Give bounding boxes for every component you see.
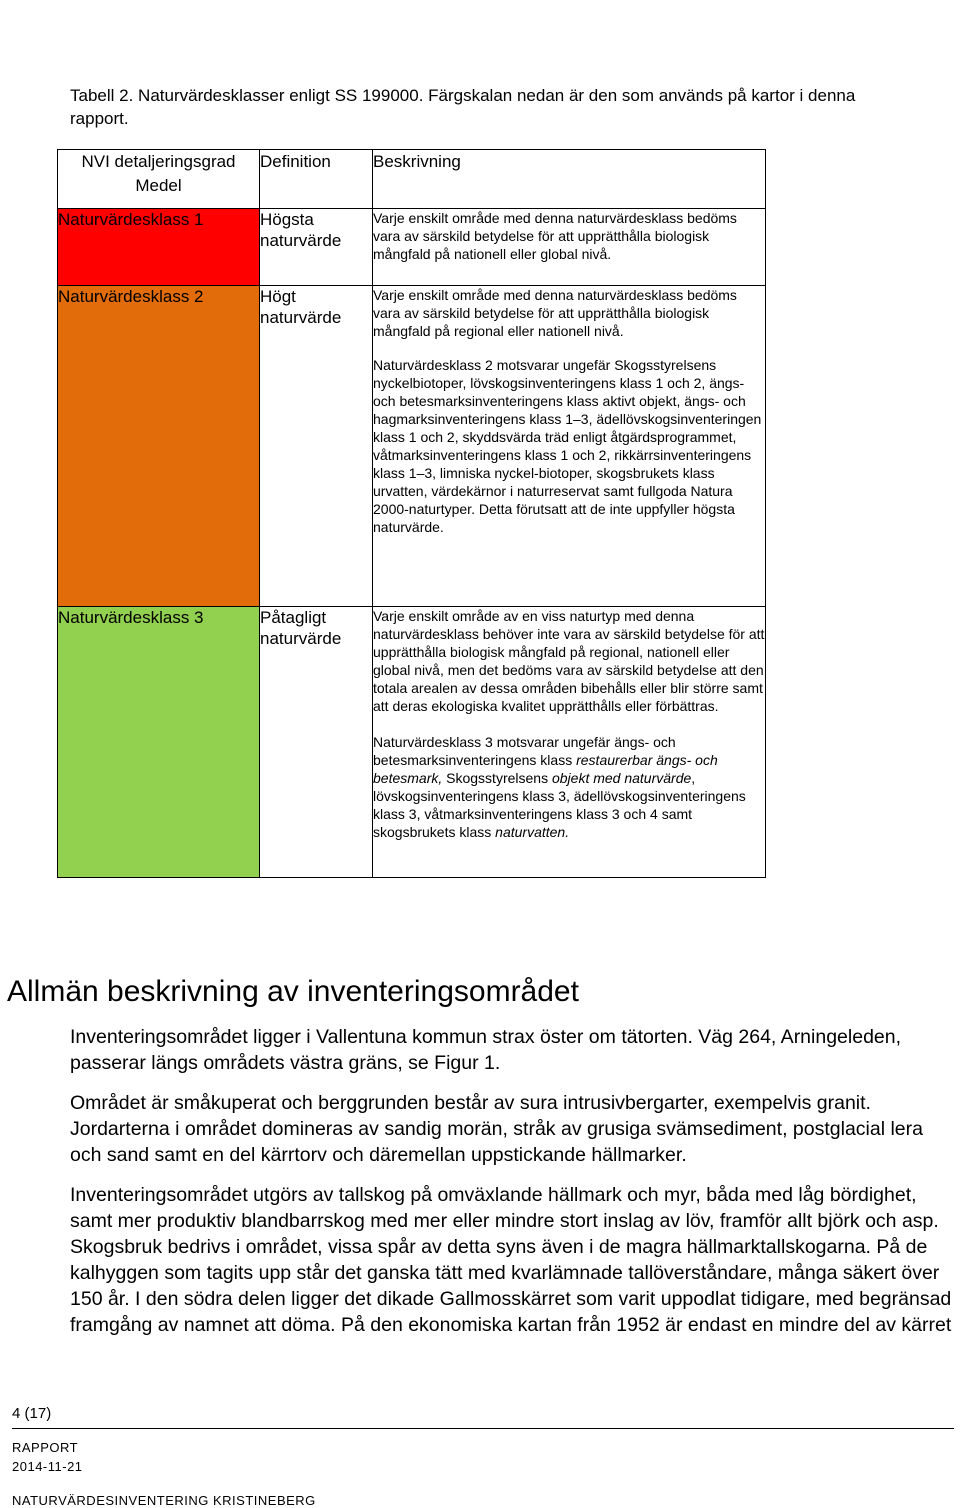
- description-cell: [373, 209, 766, 286]
- project-title: NATURVÄRDESINVENTERING KRISTINEBERG: [12, 1493, 316, 1508]
- table-row: [58, 209, 766, 286]
- body-paragraph: Inventeringsområdet ligger i Vallentuna kommun strax öster om tätorten. Väg 264, Arningeleden, passerar längs områdets västra gräns, se Figur 1.: [70, 1026, 902, 1074]
- page-number: 4 (17): [12, 1405, 52, 1422]
- body-paragraph: Området är småkuperat och berggrunden består av sura intrusivbergarter, exempelvis granit. Jordarterna i området domineras av sandig morän, stråk av grusiga svämsediment, postglacial lera och sand samt en del kärrtorv och däremellan uppstickande hällmarker.: [70, 1092, 923, 1166]
- definition-cell: Högt naturvärde: [260, 286, 373, 607]
- class-2-cell: Naturvärdesklass 2: [58, 286, 260, 607]
- class-1-cell: Naturvärdesklass 1: [58, 209, 260, 286]
- header-detail-level: NVI detaljeringsgrad Medel: [58, 150, 260, 209]
- section-heading: Allmän beskrivning av inventeringsområdet: [7, 975, 579, 1008]
- section-body: [70, 1024, 956, 1352]
- table-caption: Tabell 2. Naturvärdesklasser enligt SS 199000. Färgskalan nedan är den som används på kartor i denna rapport.: [70, 86, 856, 128]
- definition-cell: Påtagligt naturvärde: [260, 607, 373, 878]
- description-paragraph: Varje enskilt område med denna naturvärdesklass bedöms vara av särskild betydelse för att upprätthålla biologisk mångfald på regional eller nationell nivå.: [373, 287, 737, 339]
- definition-cell: Högsta naturvärde: [260, 209, 373, 286]
- description-cell: [373, 286, 766, 607]
- report-label: RAPPORT: [12, 1440, 79, 1455]
- table-row: [58, 607, 766, 878]
- description-paragraph: Naturvärdesklass 2 motsvarar ungefär Skogsstyrelsens nyckelbiotoper, lövskogsinventeringens klass 1 och 2, ängs- och betesmarksinventeringens klass aktivt objekt, ängs- och hagmarksinventeringens klass 1–3, ädellövskogsinventeringen klass 1 och 2, skyddsvärda träd enligt åtgärdsprogrammet, våtmarksinventeringens klass 1 och 2, rikkärrsinventeringens klass 1–3, limniska nyckel-biotoper, skogsbrukets klass urvatten, värdekärnor i naturreservat samt fullgoda Natura 2000-naturtyper. Detta förutsatt att de inte uppfyller högsta naturvärde.: [373, 357, 762, 535]
- footer-divider: [12, 1428, 954, 1429]
- class-3-cell: Naturvärdesklass 3: [58, 607, 260, 878]
- description-paragraph: Varje enskilt område av en viss naturtyp med denna naturvärdesklass behöver inte vara av särskild betydelse för att upprätthålla biologisk mångfald på regional, nationell eller global nivå, men det bedöms vara av särskild betydelse att den totala arealen av dessa områden bibehålls eller blir större samt att deras ekologiska kvalitet upprätthålls eller förbättras.: [373, 608, 765, 714]
- body-paragraph: Inventeringsområdet utgörs av tallskog på omväxlande hällmark och myr, båda med låg bördighet, samt mer produktiv blandbarrskog med mer eller mindre stort inslag av löv, framför allt björk och asp. Skogsbruk bedrivs i området, vissa spår av detta syns även i de magra hällmarktallskogarna. På de kalhyggen som tagits upp står det ganska tätt med kvarlämnade tallöverståndare, många säkert över 150 år. I den södra delen ligger det dikade Gallmosskärret som varit uppodlat tidigare, med begränsad framgång av namnet att döma. På den ekonomiska kartan från 1952 är endast en mindre del av kärret: [70, 1184, 952, 1336]
- description-paragraph: Naturvärdesklass 3 motsvarar ungefär ängs- och betesmarksinventeringens klass restaurerbar ängs- och betesmark, Skogsstyrelsens objekt med naturvärde, lövskogsinventeringens klass 3, ädellövskogsinventeringens klass 3, våtmarksinventeringens klass 3 och 4 samt skogsbrukets klass naturvatten.: [373, 734, 746, 840]
- description-paragraph: Varje enskilt område med denna naturvärdesklass bedöms vara av särskild betydelse för att upprätthålla biologisk mångfald på nationell eller global nivå.: [373, 210, 737, 262]
- table-row: [58, 286, 766, 607]
- header-description: Beskrivning: [373, 150, 766, 209]
- nature-value-table: [57, 149, 766, 878]
- table-header-row: [58, 150, 766, 209]
- report-date: 2014-11-21: [12, 1459, 83, 1474]
- description-cell: [373, 607, 766, 878]
- header-definition: Definition: [260, 150, 373, 209]
